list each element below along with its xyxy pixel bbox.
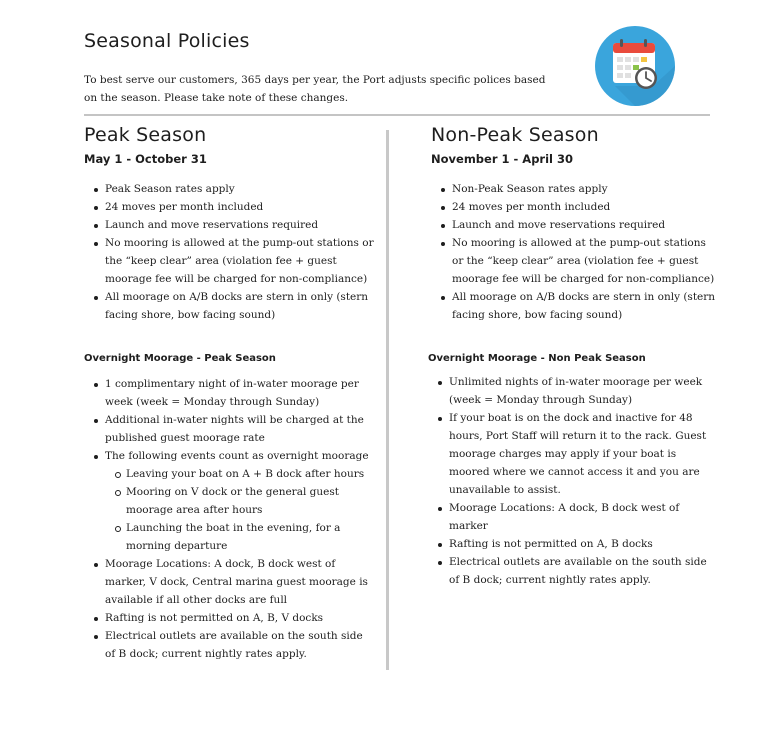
list-item: Launch and move reservations required bbox=[431, 216, 718, 234]
non-peak-season-dates: November 1 - April 30 bbox=[431, 152, 573, 166]
list-item: If your boat is on the dock and inactive for 48 hours, Port Staff will return it to the rack. Guest moorage charges may apply if your boat is moored where we cannot access it and you are unavailable to assist. bbox=[428, 409, 718, 499]
list-item: No mooring is allowed at the pump-out stations or the “keep clear” area (violation fee + guest moorage fee will be charged for non-compliance) bbox=[431, 234, 718, 288]
list-item: Rafting is not permitted on A, B docks bbox=[428, 535, 718, 553]
peak-overnight-heading: Overnight Moorage - Peak Season bbox=[84, 353, 276, 364]
list-item: Moorage Locations: A dock, B dock west of marker bbox=[428, 499, 718, 535]
intro-line-2: on the season. Please take note of these changes. bbox=[84, 92, 349, 104]
list-item: Launch and move reservations required bbox=[84, 216, 374, 234]
list-item: 24 moves per month included bbox=[84, 198, 374, 216]
sub-list-item: Leaving your boat on A + B dock after hours bbox=[105, 465, 374, 483]
sub-list-item: Mooring on V dock or the general guest moorage area after hours bbox=[105, 483, 374, 519]
peak-season-dates: May 1 - October 31 bbox=[84, 152, 207, 166]
non-peak-overnight-heading: Overnight Moorage - Non Peak Season bbox=[428, 353, 646, 364]
list-item: Rafting is not permitted on A, B, V docks bbox=[84, 609, 374, 627]
page-title: Seasonal Policies bbox=[84, 30, 250, 52]
header-divider bbox=[84, 114, 710, 116]
list-item: All moorage on A/B docks are stern in only (stern facing shore, bow facing sound) bbox=[431, 288, 718, 324]
non-peak-rules-list bbox=[428, 180, 718, 324]
peak-season-title: Peak Season bbox=[84, 124, 207, 146]
non-peak-season-column bbox=[428, 124, 718, 589]
sub-list-item: Launching the boat in the evening, for a morning departure bbox=[105, 519, 374, 555]
list-item: Peak Season rates apply bbox=[84, 180, 374, 198]
calendar-clock-icon bbox=[595, 26, 675, 106]
peak-overnight-list bbox=[84, 375, 374, 663]
list-item: Non-Peak Season rates apply bbox=[431, 180, 718, 198]
non-peak-season-title: Non-Peak Season bbox=[431, 124, 599, 146]
list-item: Additional in-water nights will be charged at the published guest moorage rate bbox=[84, 411, 374, 447]
list-item: Electrical outlets are available on the south side of B dock; current nightly rates apply. bbox=[428, 553, 718, 589]
list-item: 24 moves per month included bbox=[431, 198, 718, 216]
list-item: Moorage Locations: A dock, B dock west of marker, V dock, Central marina guest moorage is available if all other docks are full bbox=[84, 555, 374, 609]
intro-line-1: To best serve our customers, 365 days per year, the Port adjusts specific polices based bbox=[84, 74, 546, 86]
list-item: 1 complimentary night of in-water moorage per week (week = Monday through Sunday) bbox=[84, 375, 374, 411]
non-peak-overnight-list bbox=[428, 373, 718, 589]
column-divider bbox=[386, 130, 389, 670]
list-item: Electrical outlets are available on the south side of B dock; current nightly rates apply. bbox=[84, 627, 374, 663]
list-item: All moorage on A/B docks are stern in only (stern facing shore, bow facing sound) bbox=[84, 288, 374, 324]
peak-rules-list bbox=[84, 180, 374, 324]
list-item: No mooring is allowed at the pump-out stations or the “keep clear” area (violation fee + guest moorage fee will be charged for non-compliance) bbox=[84, 234, 374, 288]
intro-text bbox=[84, 71, 564, 107]
peak-overnight-sublist bbox=[105, 465, 374, 555]
list-item bbox=[84, 447, 374, 555]
list-item: Unlimited nights of in-water moorage per week (week = Monday through Sunday) bbox=[428, 373, 718, 409]
peak-season-column bbox=[84, 124, 374, 663]
list-item-text: The following events count as overnight moorage bbox=[105, 450, 369, 462]
